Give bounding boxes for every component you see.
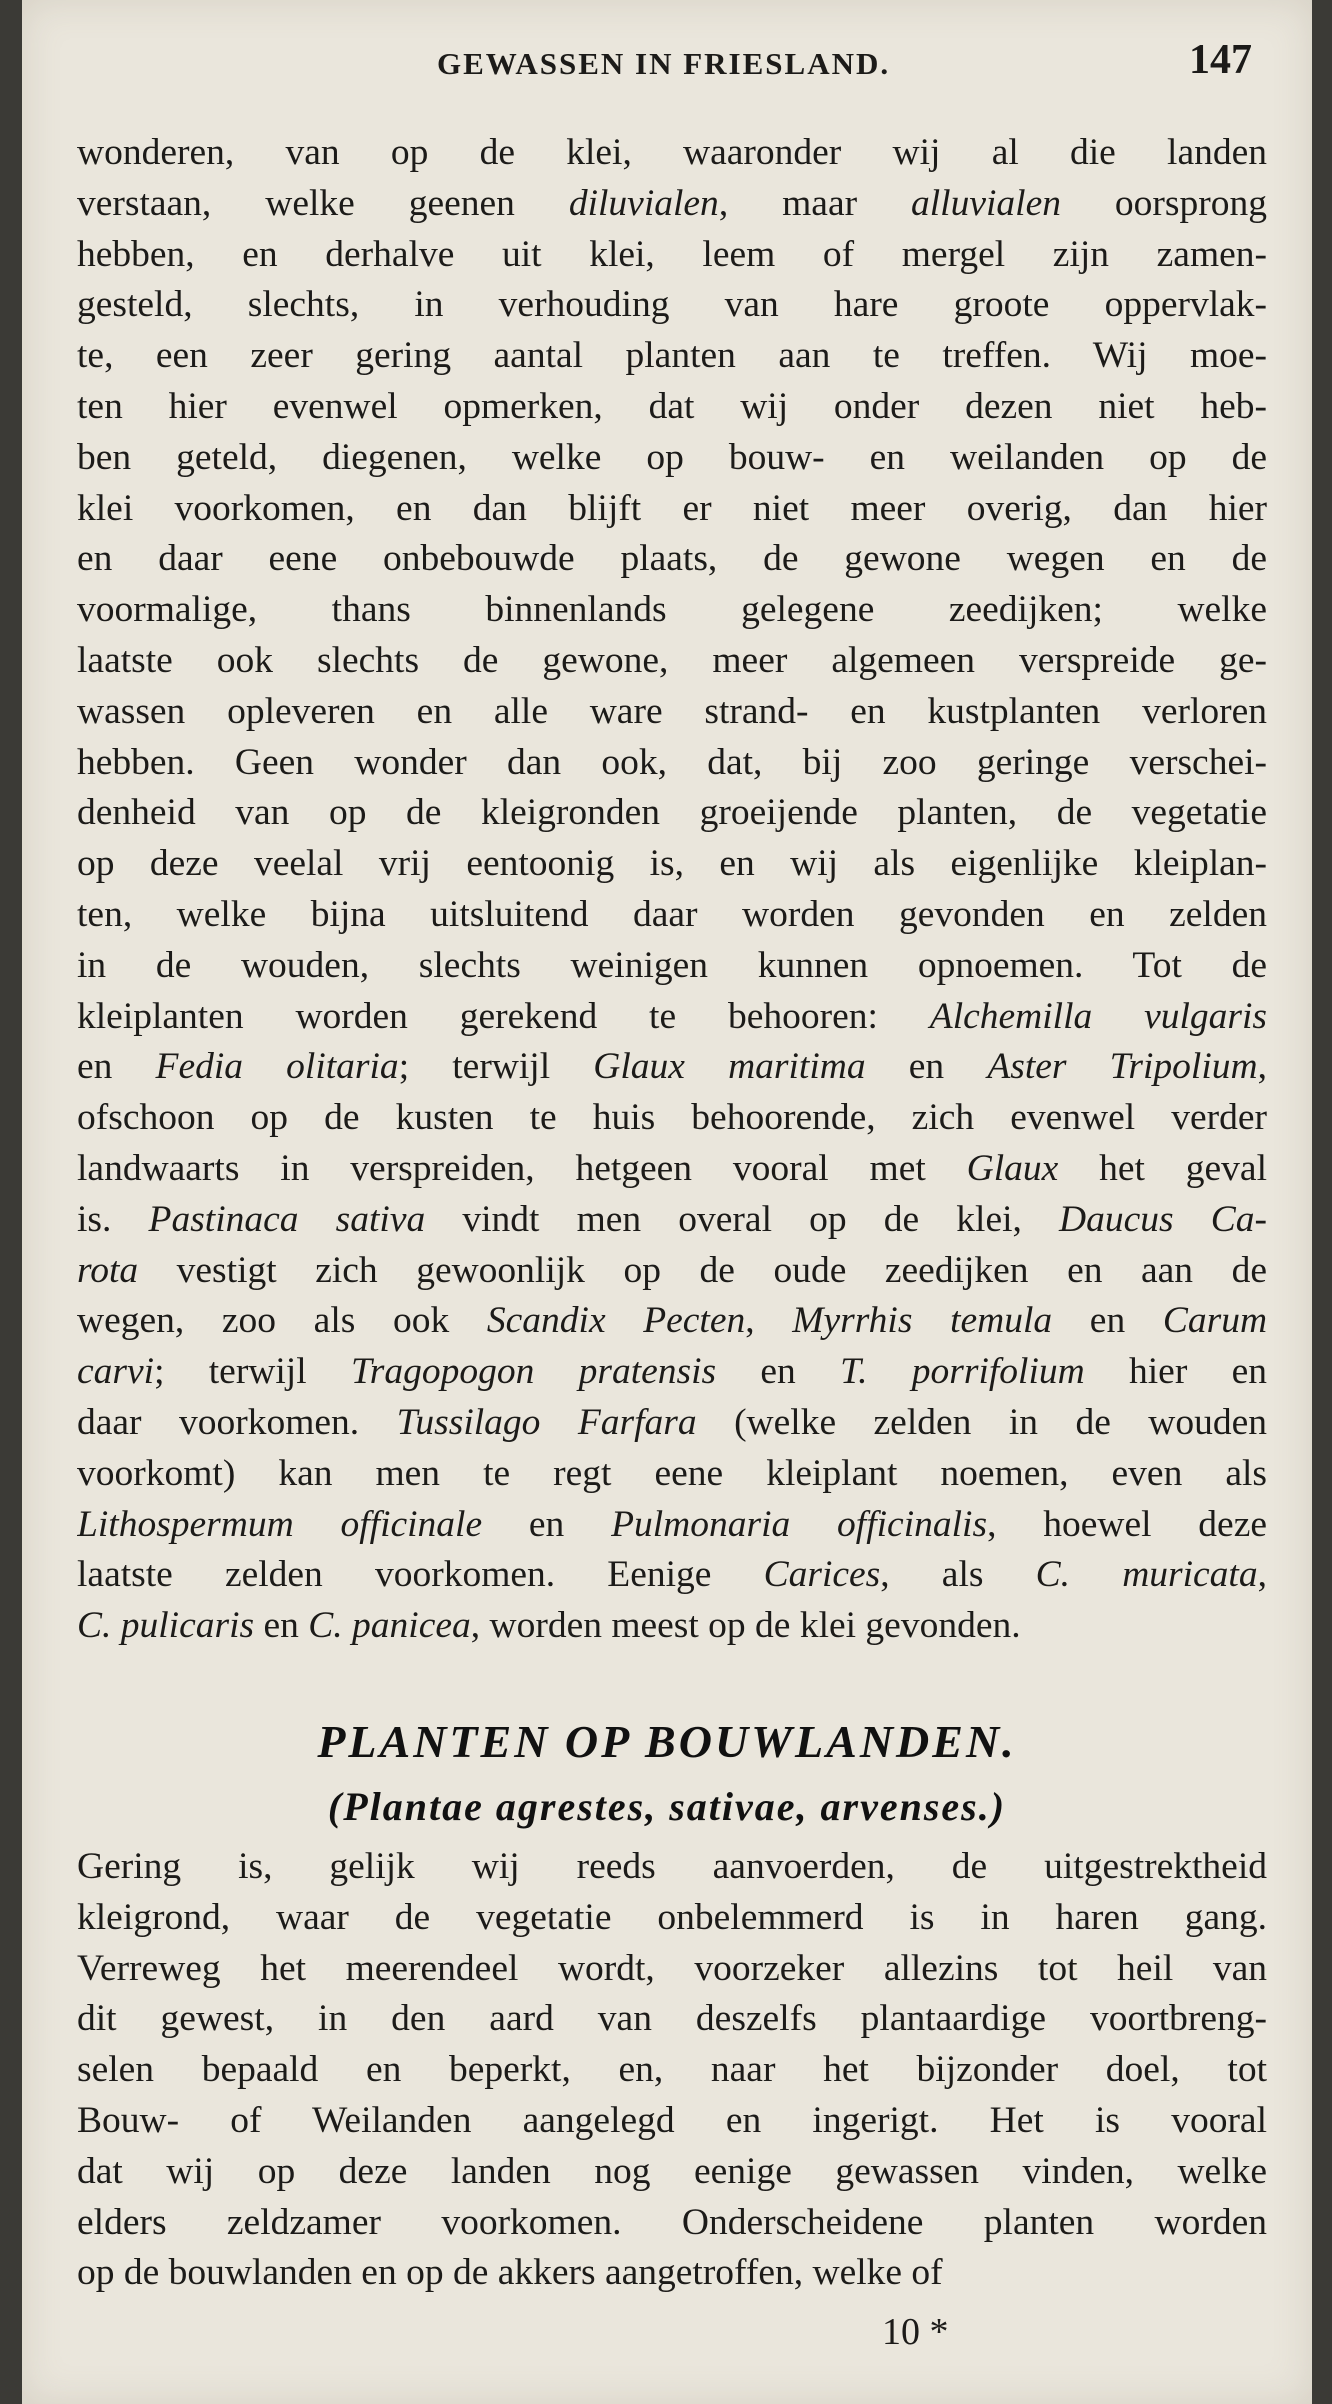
running-head (22, 0, 1312, 90)
italic-term: Tussilago Farfara (396, 1401, 697, 1443)
text-run: verstaan, welke geenen (77, 182, 569, 224)
text-line (77, 1944, 1267, 1995)
text-run: en (482, 1503, 612, 1545)
text-line (77, 1842, 1267, 1893)
text-run: kleigrond, waar de vegetatie onbelemmerd is in haren gang. (77, 1896, 1267, 1938)
text-line (77, 788, 1267, 839)
text-run: is. (77, 1198, 149, 1240)
text-line (77, 433, 1267, 484)
body-text (77, 128, 1267, 1652)
text-run: het geval (1058, 1147, 1267, 1189)
italic-term: Tragopogon pratensis (350, 1351, 717, 1393)
text-run: en (1052, 1300, 1163, 1342)
italic-term: diluvialen (568, 182, 719, 224)
text-run: en (254, 1605, 309, 1647)
text-run: ten hier evenwel opmerken, dat wij onder dezen niet heb- (77, 385, 1267, 427)
text-run: ben geteld, diegenen, welke op bouw- en weilanden op de (77, 436, 1267, 478)
italic-term: Scandix Pecten (486, 1300, 746, 1342)
text-line (77, 484, 1267, 535)
text-run: landwaarts in verspreiden, hetgeen vooral met (77, 1147, 967, 1189)
section-text (77, 1842, 1267, 2299)
italic-term: Pastinaca sativa (148, 1198, 426, 1240)
text-run: Bouw- of Weilanden aangelegd en ingerigt. Het is vooral (77, 2099, 1267, 2141)
text-run: laatste ook slechts de gewone, meer algemeen verspreide ge- (77, 639, 1267, 681)
text-run: hier en (1084, 1351, 1267, 1393)
italic-term: Carices (763, 1554, 881, 1596)
italic-term: Fedia olitaria (155, 1046, 399, 1088)
text-run: voormalige, thans binnenlands gelegene zeedijken; welke (77, 589, 1267, 631)
text-run: vestigt zich gewoonlijk op de oude zeedijken en aan de (138, 1249, 1267, 1291)
text-line (77, 2248, 1267, 2299)
text-line (77, 2198, 1267, 2249)
section-headings (22, 1712, 1312, 1836)
text-run: te, een zeer gering aantal planten aan te treffen. Wij moe- (77, 335, 1267, 377)
text-run: wegen, zoo als ook (77, 1300, 487, 1342)
text-run: en (865, 1046, 988, 1088)
text-run: en daar eene onbebouwde plaats, de gewone wegen en de (77, 538, 1267, 580)
section-heading: PLANTEN OP BOUWLANDEN. (317, 1716, 1017, 1767)
italic-term: C. panicea (308, 1605, 471, 1647)
text-run: en (716, 1351, 841, 1393)
italic-term: alluvialen (911, 182, 1061, 224)
text-line (77, 687, 1267, 738)
text-run: op de bouwlanden en op de akkers aangetroffen, welke of (77, 2252, 943, 2294)
text-run: hebben. Geen wonder dan ook, dat, bij zoo geringe verschei- (77, 741, 1267, 783)
text-run: oorsprong (1060, 182, 1267, 224)
text-run: ofschoon op de kusten te huis behoorende, zich evenwel verder (77, 1097, 1267, 1139)
text-line (77, 1398, 1267, 1449)
text-run: op deze veelal vrij eentoonig is, en wij als eigenlijke kleiplan- (77, 843, 1267, 885)
text-line (77, 839, 1267, 890)
text-line (77, 2096, 1267, 2147)
italic-term: Alchemilla vulgaris (929, 995, 1267, 1037)
text-line (77, 1601, 1267, 1652)
italic-term: C. muricata (1035, 1554, 1258, 1596)
text-line (77, 890, 1267, 941)
text-run: en (77, 1046, 156, 1088)
text-line (77, 280, 1267, 331)
text-run: ; terwijl (154, 1351, 351, 1393)
text-line (77, 534, 1267, 585)
text-run: vindt men overal op de klei, (425, 1198, 1060, 1240)
text-run: , (1257, 1554, 1267, 1596)
text-run: voorkomt) kan men te regt eene kleiplant noemen, even als (77, 1452, 1267, 1494)
text-run: wonderen, van op de klei, waaronder wij al die landen (77, 132, 1267, 173)
text-line (77, 1550, 1267, 1601)
italic-term: Daucus Ca- (1059, 1198, 1267, 1240)
text-line (77, 331, 1267, 382)
text-run: (welke zelden in de wouden (696, 1401, 1267, 1443)
text-run: elders zeldzamer voorkomen. Onderscheidene planten worden (77, 2201, 1267, 2243)
italic-term: Glaux maritima (593, 1046, 866, 1088)
italic-term: Glaux (966, 1147, 1059, 1189)
text-line (77, 2147, 1267, 2198)
text-line (77, 1042, 1267, 1093)
text-run: , als (880, 1554, 1036, 1596)
book-page (22, 0, 1312, 2404)
text-line (77, 1500, 1267, 1551)
italic-term: T. porrifolium (840, 1351, 1085, 1393)
italic-term: Myrrhis temula (792, 1300, 1053, 1342)
italic-term: Carum (1162, 1300, 1267, 1342)
text-run: denheid van op de kleigronden groeijende planten, de vegetatie (77, 792, 1267, 834)
italic-term: Lithospermum officinale (77, 1503, 483, 1545)
signature-mark: 10 * (882, 2311, 949, 2353)
text-line (77, 1893, 1267, 1944)
text-run: , (745, 1300, 793, 1342)
text-run: dat wij op deze landen nog eenige gewassen vinden, welke (77, 2150, 1267, 2192)
italic-term: carvi (77, 1351, 155, 1393)
text-run: kleiplanten worden gerekend te behooren: (77, 995, 930, 1037)
text-line (77, 1093, 1267, 1144)
text-line (77, 1347, 1267, 1398)
text-line (77, 2045, 1267, 2096)
italic-term: C. pulicaris (77, 1605, 255, 1647)
text-run: daar voorkomen. (77, 1401, 397, 1443)
text-run: ten, welke bijna uitsluitend daar worden gevonden en zelden (77, 893, 1267, 935)
section-subheading: (Plantae agrestes, sativae, arvenses.) (327, 1784, 1007, 1829)
page-number: 147 (1189, 37, 1252, 83)
text-run: , hoewel deze (987, 1503, 1267, 1545)
text-line (77, 1144, 1267, 1195)
italic-term: rota (77, 1249, 139, 1291)
italic-term: Aster Tripolium (987, 1046, 1258, 1088)
text-run: , maar (718, 182, 912, 224)
text-run: hebben, en derhalve uit klei, leem of mergel zijn zamen- (77, 233, 1267, 275)
text-run: gesteld, slechts, in verhouding van hare groote oppervlak- (77, 284, 1267, 326)
text-run: dit gewest, in den aard van deszelfs plantaardige voortbreng- (77, 1998, 1267, 2040)
text-line (77, 1449, 1267, 1500)
text-line (77, 1246, 1267, 1297)
text-line (77, 1994, 1267, 2045)
text-run: Gering is, gelijk wij reeds aanvoerden, de uitgestrektheid (77, 1846, 1267, 1887)
text-run: wassen opleveren en alle ware strand- en kustplanten verloren (77, 690, 1267, 732)
text-line (77, 1296, 1267, 1347)
text-line (77, 992, 1267, 1043)
running-title: GEWASSEN IN FRIESLAND. (437, 46, 891, 81)
text-line (77, 179, 1267, 230)
text-line (77, 382, 1267, 433)
text-line (77, 738, 1267, 789)
text-run: in de wouden, slechts weinigen kunnen opnoemen. Tot de (77, 944, 1267, 986)
text-run: ; terwijl (398, 1046, 594, 1088)
text-run: , (1257, 1046, 1267, 1088)
text-run: laatste zelden voorkomen. Eenige (77, 1554, 764, 1596)
italic-term: Pulmonaria officinalis (611, 1503, 988, 1545)
text-run: , worden meest op de klei gevonden. (470, 1605, 1021, 1647)
text-run: klei voorkomen, en dan blijft er niet meer overig, dan hier (77, 487, 1267, 529)
text-line (77, 585, 1267, 636)
text-line (77, 636, 1267, 687)
text-run: selen bepaald en beperkt, en, naar het bijzonder doel, tot (77, 2049, 1267, 2091)
text-line (77, 230, 1267, 281)
text-line (77, 1195, 1267, 1246)
text-run: Verreweg het meerendeel wordt, voorzeker allezins tot heil van (77, 1947, 1267, 1989)
text-line (77, 941, 1267, 992)
text-line (77, 128, 1267, 179)
